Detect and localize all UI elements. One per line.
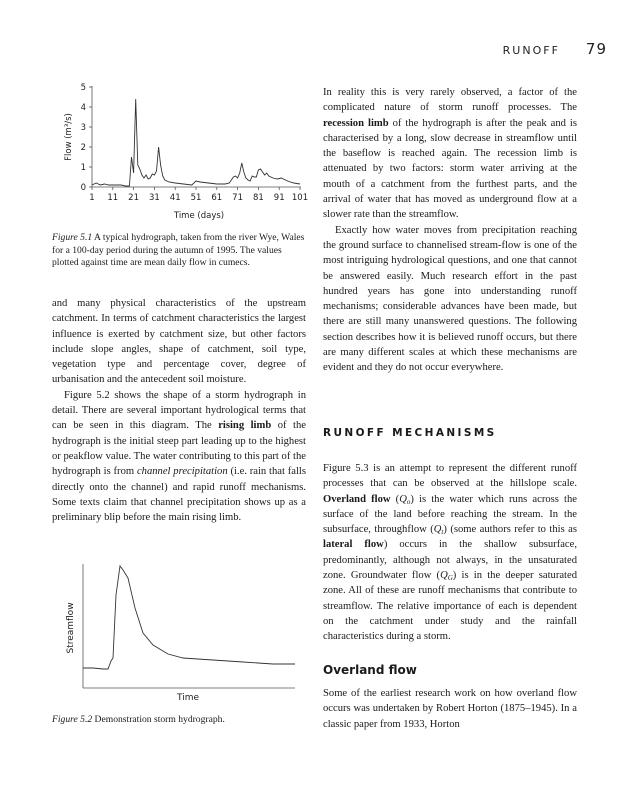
- term-overland-flow: Overland flow: [323, 493, 391, 505]
- svg-text:91: 91: [273, 193, 285, 203]
- svg-text:31: 31: [148, 193, 160, 203]
- term-recession-limb: recession limb: [323, 117, 389, 129]
- svg-text:3: 3: [80, 123, 86, 133]
- paragraph: and many physical characteristics of the upstream catchment. In terms of catchment characteristics the largest influence is exerted by catchment size, but other factors include slope angles, shape of catchment, soil type, vegetation type and percentage cover, degree of urbanisation and the antecedent soil moisture.: [52, 298, 306, 386]
- subsection-heading: Overland flow: [323, 663, 417, 677]
- term-channel-precipitation: channel precipitation: [136, 466, 228, 478]
- figure-5-1-caption: [52, 232, 306, 270]
- term-rising-limb: rising limb: [218, 420, 272, 432]
- svg-text:101: 101: [291, 193, 309, 203]
- svg-text:71: 71: [232, 193, 244, 203]
- figure-5-2-y-axis-label: Streamflow: [66, 602, 76, 654]
- figure-5-2-caption-text: Demonstration storm hydrograph.: [92, 714, 225, 725]
- svg-text:61: 61: [211, 193, 223, 203]
- svg-text:1: 1: [89, 193, 95, 203]
- figure-5-2-x-axis-label: Time: [176, 693, 200, 703]
- chapter-title: RUNOFF: [502, 44, 560, 57]
- paragraph: In reality this is very rarely observed, a factor of the complicated nature of storm runoff processes. The recession limb of the hydrograph is after the peak and is characterised by a long, slow decrease in streamflow until the baseflow is reached again. The recession limb is attenuated by two factors: storm water arriving at the mouth of a catchment from the furthest parts, and the arrival of water that has moved as underground flow at a slower rate than the streamflow.: [323, 87, 577, 221]
- paragraph: Some of the earliest research work on how overland flow occurs was undertaken by Robert Horton (1875–1945). In a classic paper from 1933, Horton: [323, 688, 577, 730]
- figure-5-1-plot: [64, 83, 308, 221]
- right-column-text-mechanisms: [323, 461, 577, 645]
- svg-text:41: 41: [169, 193, 181, 203]
- section-heading: RUNOFF MECHANISMS: [323, 427, 497, 439]
- figure-5-2-label: Figure 5.2: [52, 714, 93, 725]
- figure-5-1-x-axis-label: Time (days): [173, 211, 225, 221]
- right-column-text-top: [323, 85, 577, 376]
- svg-text:21: 21: [128, 193, 140, 203]
- svg-text:11: 11: [107, 193, 119, 203]
- figure-5-1-caption-text: A typical hydrograph, taken from the river Wye, Wales for a 100-day period during the autumn of 1995. The values plotted against time are mean daily flow in cumecs.: [52, 232, 305, 269]
- running-head: [503, 40, 607, 58]
- figure-5-1-y-axis-label: Flow (m³/s): [64, 113, 74, 161]
- right-column-text-overland: [323, 686, 577, 732]
- svg-text:1: 1: [80, 163, 86, 173]
- svg-text:4: 4: [80, 103, 86, 113]
- paragraph: Exactly how water moves from precipitation reaching the ground surface to channelised stream-flow is one of the most intriguing hydrological questions, and one that cannot be answered easily. Much research effort in the past hundred years has gone into understanding runoff mechanisms; considerable advances have been made, but there are still many unanswered questions. The following section describes how it is believed runoff occurs, but there are many different scales at which these mechanisms are evident and they do not occur everywhere.: [323, 224, 577, 374]
- figure-5-2-caption: [52, 714, 306, 727]
- term-lateral-flow: lateral flow: [323, 539, 384, 551]
- left-column-text: [52, 296, 306, 525]
- paragraph: Figure 5.2 shows the shape of a storm hydrograph in detail. There are several important hydrological terms that can be seen in this diagram. The rising limb of the hydrograph is the initial steep part leading up to the highest or peakflow value. The water contributing to this part of the hydrograph is from channel precipitation (i.e. rain that falls directly onto the channel) and rapid runoff mechanisms. Some texts claim that channel precipitation shows up as a preliminary blip before the main rising limb.: [52, 389, 307, 524]
- svg-text:0: 0: [80, 183, 86, 193]
- svg-text:81: 81: [252, 193, 264, 203]
- page-number: 79: [585, 40, 607, 58]
- svg-text:5: 5: [80, 83, 86, 93]
- figure-5-1-label: Figure 5.1: [52, 232, 93, 243]
- paragraph: Figure 5.3 is an attempt to represent the different runoff processes that can be observed at the hillslope scale. Overland flow $(Q_o)$ is the water which runs across the surface of the land before reaching the stream. In the subsurface, throughflow $(Q_t)$ (some authors refer to this as lateral flow) occurs in the shallow subsurface, predominantly, although not always, in the unsaturated zone. Groundwater flow $(Q_G)$ is in the deeper saturated zone. All of these are runoff mechanisms that contribute to streamflow. The relative importance of each is dependent on the catchment under study and the rainfall characteristics during a storm.: [323, 463, 578, 643]
- figure-5-2-storm-hydrograph: [66, 564, 295, 703]
- svg-text:51: 51: [190, 193, 202, 203]
- svg-text:2: 2: [80, 143, 86, 153]
